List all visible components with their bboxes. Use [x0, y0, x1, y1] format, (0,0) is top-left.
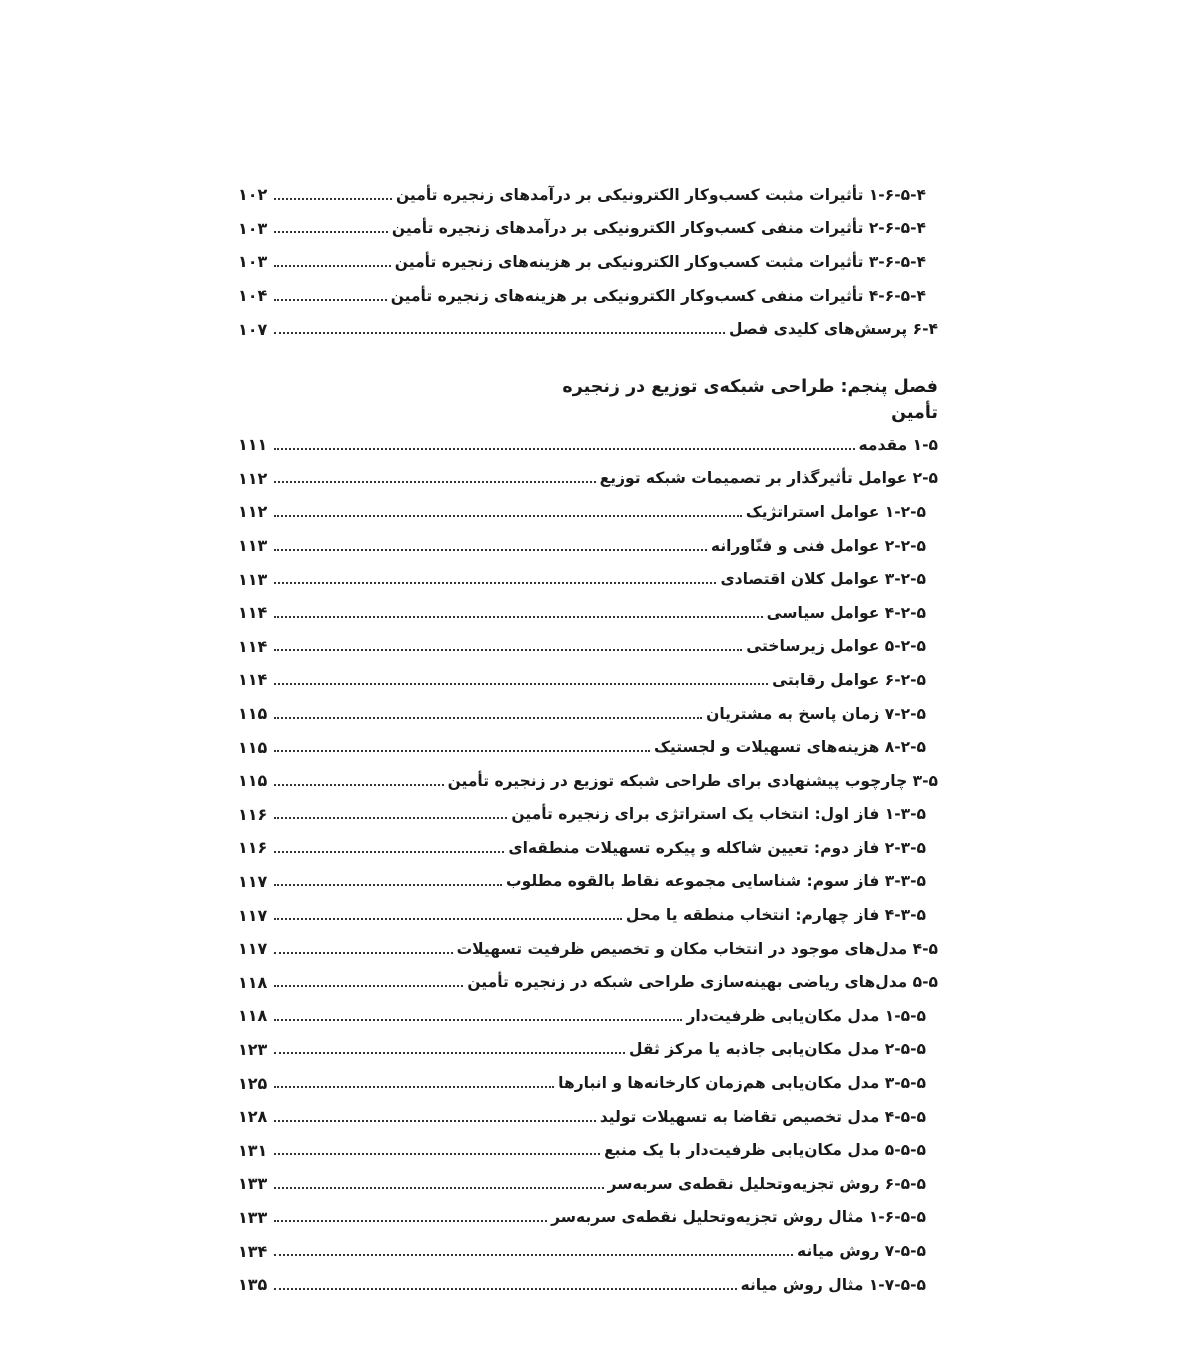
toc-entry-title: ۱-۵-۵ مدل مکان‌یابی ظرفیت‌دار [686, 1006, 926, 1025]
toc-entry-title: ۶-۵-۵ روش تجزیه‌وتحلیل نقطه‌ی سربه‌سر [607, 1174, 926, 1193]
dot-leader [274, 198, 392, 200]
toc-entry-page: ۱۱۴ [238, 603, 268, 623]
toc-entry [238, 764, 938, 798]
toc-entry [238, 1033, 938, 1067]
toc-entry-title: ۵-۵-۵ مدل مکان‌یابی ظرفیت‌دار با یک منبع [604, 1141, 926, 1160]
toc-entry-title: ۱-۷-۵-۵ مثال روش میانه [740, 1275, 926, 1294]
toc-entry [238, 798, 938, 832]
dot-leader [274, 332, 725, 334]
dot-leader [274, 1288, 737, 1290]
toc-entry-page: ۱۱۸ [238, 1006, 268, 1026]
toc-section-after [238, 428, 938, 1301]
toc-entry [238, 495, 938, 529]
toc-entry [238, 630, 938, 664]
toc-entry [238, 932, 938, 966]
dot-leader [274, 616, 763, 618]
toc-entry-title: ۳-۵ چارچوب پیشنهادی برای طراحی شبکه توزیع در زنجیره تأمین [447, 771, 938, 790]
toc-entry-title: ۳-۲-۵ عوامل کلان اقتصادی [720, 570, 926, 589]
toc-entry-page: ۱۱۳ [238, 569, 268, 589]
toc-entry [238, 428, 938, 462]
dot-leader [274, 1086, 554, 1088]
toc-entry-page: ۱۱۵ [238, 737, 268, 757]
toc-entry-page: ۱۰۲ [238, 185, 268, 205]
toc-page [238, 178, 938, 1301]
dot-leader [274, 1052, 625, 1054]
dot-leader [274, 1153, 600, 1155]
toc-entry-title: ۵-۲-۵ عوامل زیرساختی [746, 637, 926, 656]
toc-entry-page: ۱۳۴ [238, 1241, 268, 1261]
toc-entry [238, 312, 938, 346]
toc-entry-page: ۱۲۳ [238, 1039, 268, 1059]
toc-entry [238, 697, 938, 731]
toc-entry [238, 1201, 938, 1235]
toc-entry-title: ۴-۵-۵ مدل تخصیص تقاضا به تسهیلات تولید [599, 1107, 926, 1126]
dot-leader [274, 231, 388, 233]
dot-leader [274, 448, 855, 450]
toc-entry [238, 898, 938, 932]
toc-entry [238, 462, 938, 496]
toc-section-before [238, 178, 938, 346]
toc-entry-title: ۴-۳-۵ فاز چهارم: انتخاب منطقه یا محل [625, 906, 926, 925]
toc-entry-page: ۱۲۸ [238, 1107, 268, 1127]
dot-leader [274, 582, 716, 584]
toc-entry [238, 1167, 938, 1201]
chapter-title: فصل پنجم: طراحی شبکه‌ی توزیع در زنجیره تأمین [562, 376, 938, 423]
toc-entry-title: ۷-۲-۵ زمان پاسخ به مشتریان [706, 704, 926, 723]
toc-entry-page: ۱۱۵ [238, 704, 268, 724]
toc-entry [238, 279, 938, 313]
toc-entry-title: ۴-۲-۵ عوامل سیاسی [766, 603, 926, 622]
toc-entry-title: ۱-۵ مقدمه [858, 435, 938, 454]
dot-leader [274, 817, 507, 819]
dot-leader [274, 750, 650, 752]
dot-leader [274, 265, 391, 267]
dot-leader [274, 1254, 793, 1256]
toc-entry-page: ۱۱۲ [238, 468, 268, 488]
toc-entry-title: ۴-۵ مدل‌های موجود در انتخاب مکان و تخصیص ظرفیت تسهیلات [456, 939, 938, 958]
dot-leader [274, 985, 463, 987]
toc-entry-title: ۱-۲-۵ عوامل استراتژیک [745, 502, 926, 521]
toc-entry [238, 1268, 938, 1302]
toc-entry-page: ۱۱۳ [238, 536, 268, 556]
dot-leader [274, 851, 504, 853]
dot-leader [274, 299, 387, 301]
toc-entry-title: ۲-۵ عوامل تأثیرگذار بر تصمیمات شبکه توزیع [599, 469, 938, 488]
toc-entry-page: ۱۱۴ [238, 636, 268, 656]
dot-leader [274, 1019, 682, 1021]
toc-entry-title: ۵-۵ مدل‌های ریاضی بهینه‌سازی طراحی شبکه در زنجیره تأمین [467, 973, 938, 992]
toc-entry-page: ۱۱۶ [238, 838, 268, 858]
toc-entry-page: ۱۳۱ [238, 1140, 268, 1160]
toc-entry-page: ۱۳۵ [238, 1275, 268, 1295]
toc-entry [238, 865, 938, 899]
toc-entry [238, 596, 938, 630]
toc-entry [238, 663, 938, 697]
toc-entry-page: ۱۰۳ [238, 218, 268, 238]
dot-leader [274, 683, 768, 685]
toc-entry-page: ۱۰۷ [238, 319, 268, 339]
toc-entry-title: ۱-۳-۵ فاز اول: انتخاب یک استراتژی برای زنجیره تأمین [511, 805, 926, 824]
toc-entry-title: ۳-۳-۵ فاز سوم: شناسایی مجموعه نقاط بالقوه مطلوب [506, 872, 926, 891]
dot-leader [274, 515, 742, 517]
toc-entry-title: ۸-۲-۵ هزینه‌های تسهیلات و لجستیک [654, 738, 926, 757]
toc-entry-title: ۳-۵-۵ مدل مکان‌یابی هم‌زمان کارخانه‌ها و انبارها [558, 1074, 926, 1093]
toc-entry [238, 562, 938, 596]
toc-entry-page: ۱۱۸ [238, 972, 268, 992]
toc-entry [238, 1100, 938, 1134]
dot-leader [274, 952, 453, 954]
toc-entry [238, 965, 938, 999]
dot-leader [274, 1187, 604, 1189]
toc-entry-title: ۱-۶-۵-۴ تأثیرات مثبت کسب‌وکار الکترونیکی بر درآمدهای زنجیره تأمین [395, 185, 926, 204]
toc-entry [238, 831, 938, 865]
toc-entry [238, 1234, 938, 1268]
toc-entry-title: ۲-۵-۵ مدل مکان‌یابی جاذبه یا مرکز ثقل [629, 1040, 926, 1059]
toc-entry-title: ۶-۲-۵ عوامل رقابتی [772, 670, 926, 689]
toc-entry-page: ۱۱۷ [238, 871, 268, 891]
dot-leader [274, 918, 622, 920]
toc-entry-title: ۲-۶-۵-۴ تأثیرات منفی کسب‌وکار الکترونیکی بر درآمدهای زنجیره تأمین [391, 219, 926, 238]
toc-entry-title: ۲-۲-۵ عوامل فنی و فنّاورانه [710, 536, 926, 555]
dot-leader [274, 481, 596, 483]
toc-entry-title: ۱-۶-۵-۵ مثال روش تجزیه‌وتحلیل نقطه‌ی سربه‌سر [551, 1208, 926, 1227]
toc-entry [238, 730, 938, 764]
dot-leader [274, 1120, 596, 1122]
toc-entry-page: ۱۱۷ [238, 939, 268, 959]
dot-leader [274, 784, 444, 786]
toc-entry [238, 245, 938, 279]
toc-entry-page: ۱۳۳ [238, 1174, 268, 1194]
toc-entry [238, 999, 938, 1033]
dot-leader [274, 549, 707, 551]
toc-entry-page: ۱۳۳ [238, 1207, 268, 1227]
toc-entry-title: ۴-۶-۵-۴ تأثیرات منفی کسب‌وکار الکترونیکی بر هزینه‌های زنجیره تأمین [390, 286, 926, 305]
toc-entry [238, 212, 938, 246]
toc-entry-title: ۶-۴ پرسش‌های کلیدی فصل [728, 320, 938, 339]
toc-entry-title: ۳-۶-۵-۴ تأثیرات مثبت کسب‌وکار الکترونیکی بر هزینه‌های زنجیره تأمین [394, 252, 926, 271]
toc-entry-page: ۱۱۱ [238, 435, 268, 455]
toc-entry-page: ۱۱۵ [238, 771, 268, 791]
toc-entry-page: ۱۱۷ [238, 905, 268, 925]
dot-leader [274, 649, 742, 651]
toc-entry-page: ۱۰۴ [238, 286, 268, 306]
toc-entry-page: ۱۱۶ [238, 804, 268, 824]
toc-entry-page: ۱۲۵ [238, 1073, 268, 1093]
toc-entry-title: ۲-۳-۵ فاز دوم: تعیین شاکله و پیکره تسهیلات منطقه‌ای [508, 838, 926, 857]
toc-entry-page: ۱۱۲ [238, 502, 268, 522]
toc-entry [238, 1066, 938, 1100]
toc-entry-page: ۱۱۴ [238, 670, 268, 690]
toc-entry-title: ۷-۵-۵ روش میانه [797, 1242, 926, 1261]
dot-leader [274, 1220, 547, 1222]
toc-entry [238, 1133, 938, 1167]
toc-entry-page: ۱۰۳ [238, 252, 268, 272]
dot-leader [274, 717, 702, 719]
toc-entry [238, 529, 938, 563]
toc-entry [238, 178, 938, 212]
dot-leader [274, 884, 502, 886]
